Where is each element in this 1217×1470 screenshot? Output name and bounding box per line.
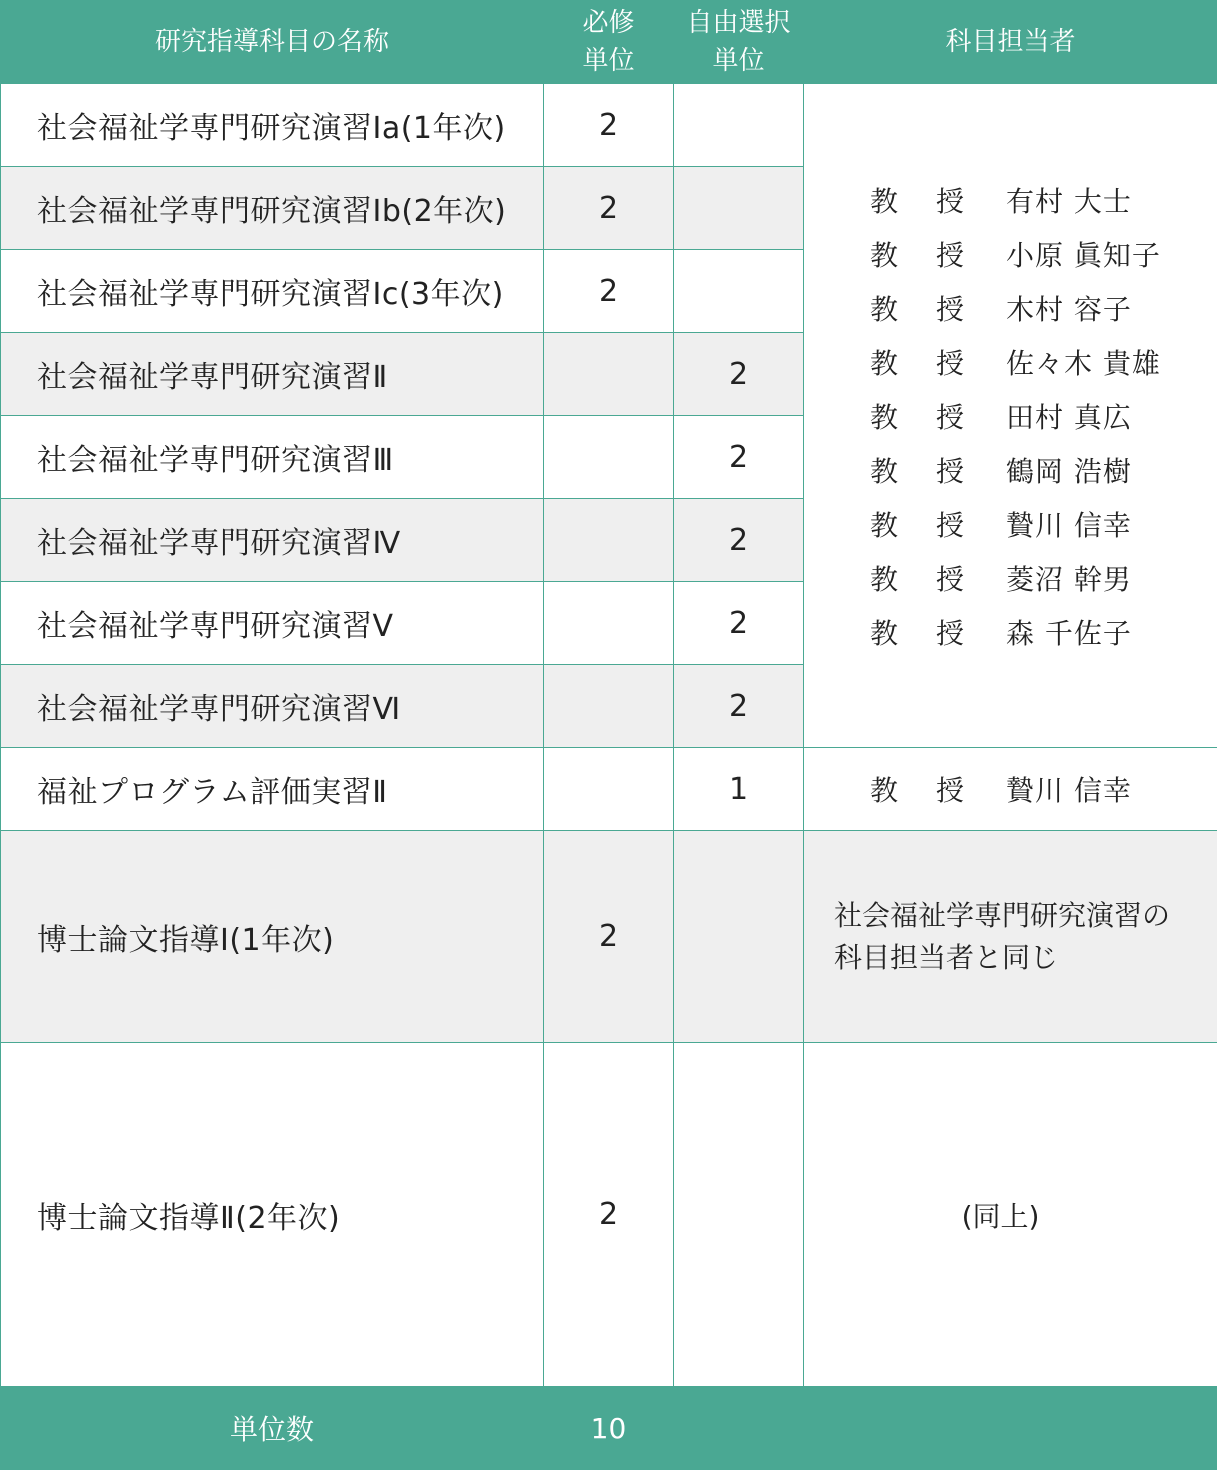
staff-name: 有村 大士: [1006, 180, 1132, 220]
elective-credit: 2: [674, 333, 804, 416]
required-credit: 2: [544, 1043, 674, 1387]
staff-title: [870, 769, 1006, 809]
elective-credit: [674, 831, 804, 1043]
subject-name: 社会福祉学専門研究演習Ⅱ: [1, 333, 544, 416]
staff-title-char-2: 授: [936, 342, 964, 382]
staff-entry: [870, 551, 1217, 605]
staff-title: [870, 234, 1006, 274]
staff-title-char-2: 授: [936, 450, 964, 490]
subject-name: 博士論文指導Ⅰ(1年次): [1, 831, 544, 1043]
header-row: [1, 1, 1217, 84]
header-required-credits: [544, 1, 674, 84]
total-label: 単位数: [1, 1387, 544, 1470]
subject-name: 社会福祉学専門研究演習Ⅰa(1年次): [1, 84, 544, 167]
elective-credit: [674, 84, 804, 167]
staff-title-char-2: 授: [936, 288, 964, 328]
header-required-line1: 必修: [544, 4, 673, 42]
thesis1-staff-cell: [804, 831, 1217, 1043]
subject-name: 社会福祉学専門研究演習Ⅲ: [1, 416, 544, 499]
staff-title-char-1: 教: [870, 612, 936, 652]
staff-title-char-2: 授: [936, 180, 964, 220]
staff-title-char-1: 教: [870, 396, 936, 436]
staff-name: 佐々木 貴雄: [1006, 342, 1161, 382]
thesis2-staff-note: (同上): [804, 1195, 1217, 1235]
staff-title-char-2: 授: [936, 769, 964, 809]
program-staff-cell: [804, 748, 1217, 831]
total-required-credits: 10: [544, 1387, 674, 1470]
elective-credit: 2: [674, 582, 804, 665]
staff-title-char-1: 教: [870, 288, 936, 328]
staff-title-char-1: 教: [870, 180, 936, 220]
header-required-line2: 単位: [544, 42, 673, 80]
staff-entry: [870, 389, 1217, 443]
header-elective-line2: 単位: [674, 42, 803, 80]
staff-title-char-1: 教: [870, 342, 936, 382]
seminar-staff-cell: [804, 84, 1217, 748]
header-elective-line1: 自由選択: [674, 4, 803, 42]
staff-name: 木村 容子: [1006, 288, 1132, 328]
seminar-staff-list: [804, 173, 1217, 659]
staff-entry: [870, 281, 1217, 335]
staff-entry: [870, 227, 1217, 281]
staff-title-char-1: 教: [870, 234, 936, 274]
required-credit: 2: [544, 250, 674, 333]
table-row: [1, 748, 1217, 831]
total-staff: [804, 1387, 1217, 1470]
subject-name: 社会福祉学専門研究演習Ⅵ: [1, 665, 544, 748]
required-credit: 2: [544, 84, 674, 167]
elective-credit: [674, 1043, 804, 1387]
subject-name: 社会福祉学専門研究演習Ⅴ: [1, 582, 544, 665]
subject-name: 博士論文指導Ⅱ(2年次): [1, 1043, 544, 1387]
subject-name: 福祉プログラム評価実習Ⅱ: [1, 748, 544, 831]
staff-title-char-1: 教: [870, 558, 936, 598]
required-credit: [544, 665, 674, 748]
staff-title-char-2: 授: [936, 558, 964, 598]
required-credit: [544, 582, 674, 665]
staff-title-char-2: 授: [936, 612, 964, 652]
staff-entry: [870, 497, 1217, 551]
staff-title: [870, 288, 1006, 328]
header-staff: 科目担当者: [804, 1, 1217, 84]
required-credit: [544, 333, 674, 416]
staff-name: 菱沼 幹男: [1006, 558, 1132, 598]
total-elective-credits: [674, 1387, 804, 1470]
staff-title: [870, 558, 1006, 598]
staff-title: [870, 504, 1006, 544]
staff-title: [870, 342, 1006, 382]
staff-title-char-1: 教: [870, 450, 936, 490]
staff-title-char-2: 授: [936, 234, 964, 274]
subject-name: 社会福祉学専門研究演習Ⅰc(3年次): [1, 250, 544, 333]
staff-name: 鶴岡 浩樹: [1006, 450, 1132, 490]
staff-entry: [804, 762, 1217, 816]
staff-name: 贄川 信幸: [1006, 769, 1132, 809]
required-credit: 2: [544, 831, 674, 1043]
staff-name: 贄川 信幸: [1006, 504, 1132, 544]
staff-title: [870, 612, 1006, 652]
required-credit: 2: [544, 167, 674, 250]
staff-title-char-1: 教: [870, 769, 936, 809]
staff-name: 小原 眞知子: [1006, 234, 1161, 274]
required-credit: [544, 748, 674, 831]
staff-entry: [870, 335, 1217, 389]
elective-credit: 2: [674, 416, 804, 499]
elective-credit: 1: [674, 748, 804, 831]
staff-title-char-2: 授: [936, 396, 964, 436]
required-credit: [544, 416, 674, 499]
staff-title: [870, 450, 1006, 490]
staff-name: 田村 真広: [1006, 396, 1132, 436]
header-subject-name: 研究指導科目の名称: [1, 1, 544, 84]
header-elective-credits: [674, 1, 804, 84]
elective-credit: 2: [674, 665, 804, 748]
staff-title-char-1: 教: [870, 504, 936, 544]
staff-entry: [870, 605, 1217, 659]
staff-title: [870, 180, 1006, 220]
staff-entry: [870, 173, 1217, 227]
staff-title-char-2: 授: [936, 504, 964, 544]
elective-credit: [674, 167, 804, 250]
thesis2-staff-cell: [804, 1043, 1217, 1387]
staff-entry: [870, 443, 1217, 497]
subject-name: 社会福祉学専門研究演習Ⅳ: [1, 499, 544, 582]
total-row: [1, 1387, 1217, 1470]
elective-credit: [674, 250, 804, 333]
table-row: [1, 1043, 1217, 1387]
table-row: [1, 84, 1217, 167]
table-row: [1, 831, 1217, 1043]
subject-name: 社会福祉学専門研究演習Ⅰb(2年次): [1, 167, 544, 250]
staff-name: 森 千佐子: [1006, 612, 1132, 652]
thesis1-staff-note: 社会福祉学専門研究演習の科目担当者と同じ: [804, 895, 1217, 979]
elective-credit: 2: [674, 499, 804, 582]
required-credit: [544, 499, 674, 582]
staff-title: [870, 396, 1006, 436]
